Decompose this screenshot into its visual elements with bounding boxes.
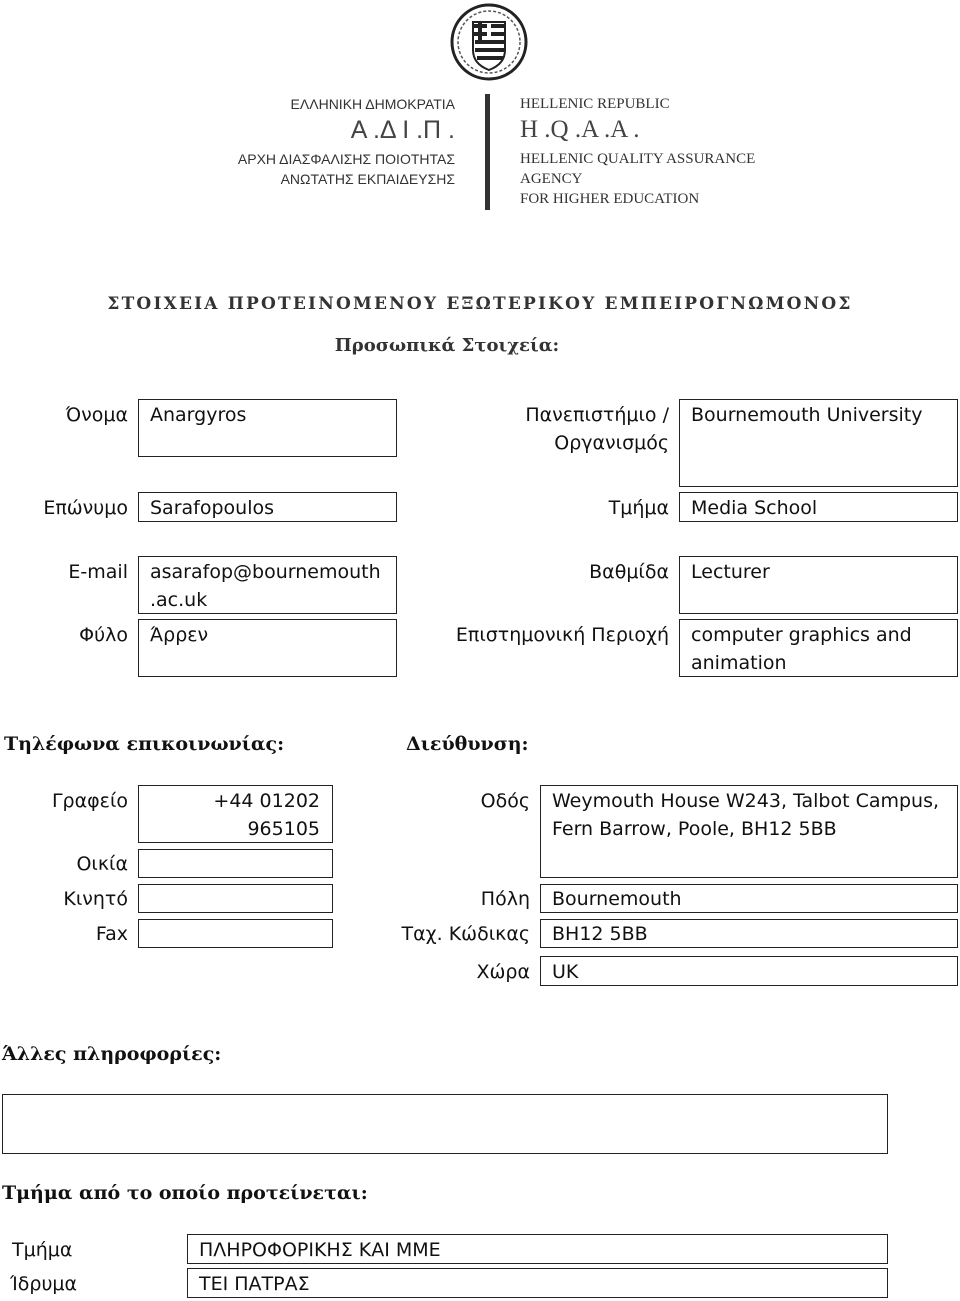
country-field[interactable] xyxy=(540,956,958,986)
header-greek-agency-line1: ΑΡΧΗ ΔΙΑΣΦΑΛΙΣΗΣ ΠΟΙΟΤΗΤΑΣ xyxy=(237,151,455,167)
header-english-agency-line2: AGENCY xyxy=(520,171,583,187)
street-value-line2: Fern Barrow, Poole, BH12 5BB xyxy=(552,818,837,840)
greek-emblem xyxy=(449,2,529,82)
first-name-label: Όνομα xyxy=(65,404,128,426)
university-label-line2: Οργανισμός xyxy=(554,432,669,454)
field-value-line1: computer graphics and xyxy=(691,624,912,646)
header-greek-republic: ΕΛΛΗΝΙΚΗ ΔΗΜΟΚΡΑΤΙΑ xyxy=(290,96,455,112)
gender-value: Άρρεν xyxy=(150,624,209,646)
proposing-heading: Τμήμα από το οποίο προτείνεται: xyxy=(2,1182,368,1204)
mobile-phone-label: Κινητό xyxy=(63,888,128,910)
department-value: Media School xyxy=(691,497,818,519)
street-label: Οδός xyxy=(480,790,530,812)
gender-label: Φύλο xyxy=(79,624,128,646)
last-name-value: Sarafopoulos xyxy=(150,497,275,519)
office-phone-label: Γραφείο xyxy=(51,790,128,812)
street-value-line1: Weymouth House W243, Talbot Campus, xyxy=(552,790,940,812)
phones-heading: Τηλέφωνα επικοινωνίας: xyxy=(4,733,285,755)
mobile-phone-field[interactable] xyxy=(138,884,333,913)
postcode-label: Ταχ. Κώδικας xyxy=(401,923,530,945)
university-label-line1: Πανεπιστήμιο / xyxy=(525,404,669,426)
postcode-value: BH12 5BB xyxy=(552,923,648,945)
field-label: Επιστημονική Περιοχή xyxy=(455,624,669,646)
field-value-line2: animation xyxy=(691,652,787,674)
header-english-agency-line3: FOR HIGHER EDUCATION xyxy=(520,191,700,207)
home-phone-label: Οικία xyxy=(76,853,128,875)
other-field[interactable] xyxy=(2,1094,888,1154)
header-english-acronym: H .Q .A .A . xyxy=(520,116,640,143)
email-label: E-mail xyxy=(68,561,128,583)
email-value-line2: .ac.uk xyxy=(150,589,208,611)
last-name-label: Επώνυμο xyxy=(43,497,128,519)
fax-label: Fax xyxy=(95,923,128,945)
email-value-line1: asarafop@bournemouth xyxy=(150,561,381,583)
form-title: ΣΤΟΙΧΕΙΑ ΠΡΟΤΕΙΝΟΜΕΝΟΥ ΕΞΩΤΕΡΙΚΟΥ ΕΜΠΕΙΡΟΓΝΩΜΟΝΟΣ xyxy=(107,294,853,314)
header-english-republic: HELLENIC REPUBLIC xyxy=(520,96,670,112)
other-heading: Άλλες πληροφορίες: xyxy=(2,1043,222,1065)
city-label: Πόλη xyxy=(480,888,530,910)
country-label: Χώρα xyxy=(476,961,530,983)
header-greek-acronym: Α .Δ Ι .Π . xyxy=(350,116,455,144)
proposing-department-label: Τμήμα xyxy=(12,1239,73,1261)
fax-field[interactable] xyxy=(138,919,333,948)
city-value: Bournemouth xyxy=(552,888,682,910)
proposing-institution-value: ΤΕΙ ΠΑΤΡΑΣ xyxy=(199,1273,310,1295)
rank-value: Lecturer xyxy=(691,561,770,583)
home-phone-field[interactable] xyxy=(138,849,333,878)
address-heading: Διεύθυνση: xyxy=(406,733,529,755)
header-divider xyxy=(485,94,490,210)
proposing-institution-label: Ίδρυμα xyxy=(10,1273,78,1295)
first-name-value: Anargyros xyxy=(150,404,247,426)
header-english-agency-line1: HELLENIC QUALITY ASSURANCE xyxy=(520,151,756,167)
header-greek-agency-line2: ΑΝΩΤΑΤΗΣ ΕΚΠΑΙΔΕΥΣΗΣ xyxy=(280,171,455,187)
university-value: Bournemouth University xyxy=(691,404,923,426)
office-phone-line1: +44 01202 xyxy=(213,790,320,812)
personal-heading: Προσωπικά Στοιχεία: xyxy=(334,335,560,356)
country-value: UK xyxy=(552,961,579,983)
proposing-department-value: ΠΛΗΡΟΦΟΡΙΚΗΣ ΚΑΙ ΜΜΕ xyxy=(199,1239,441,1261)
office-phone-line2: 965105 xyxy=(247,818,320,840)
rank-label: Βαθμίδα xyxy=(589,561,669,583)
department-label: Τμήμα xyxy=(608,497,669,519)
